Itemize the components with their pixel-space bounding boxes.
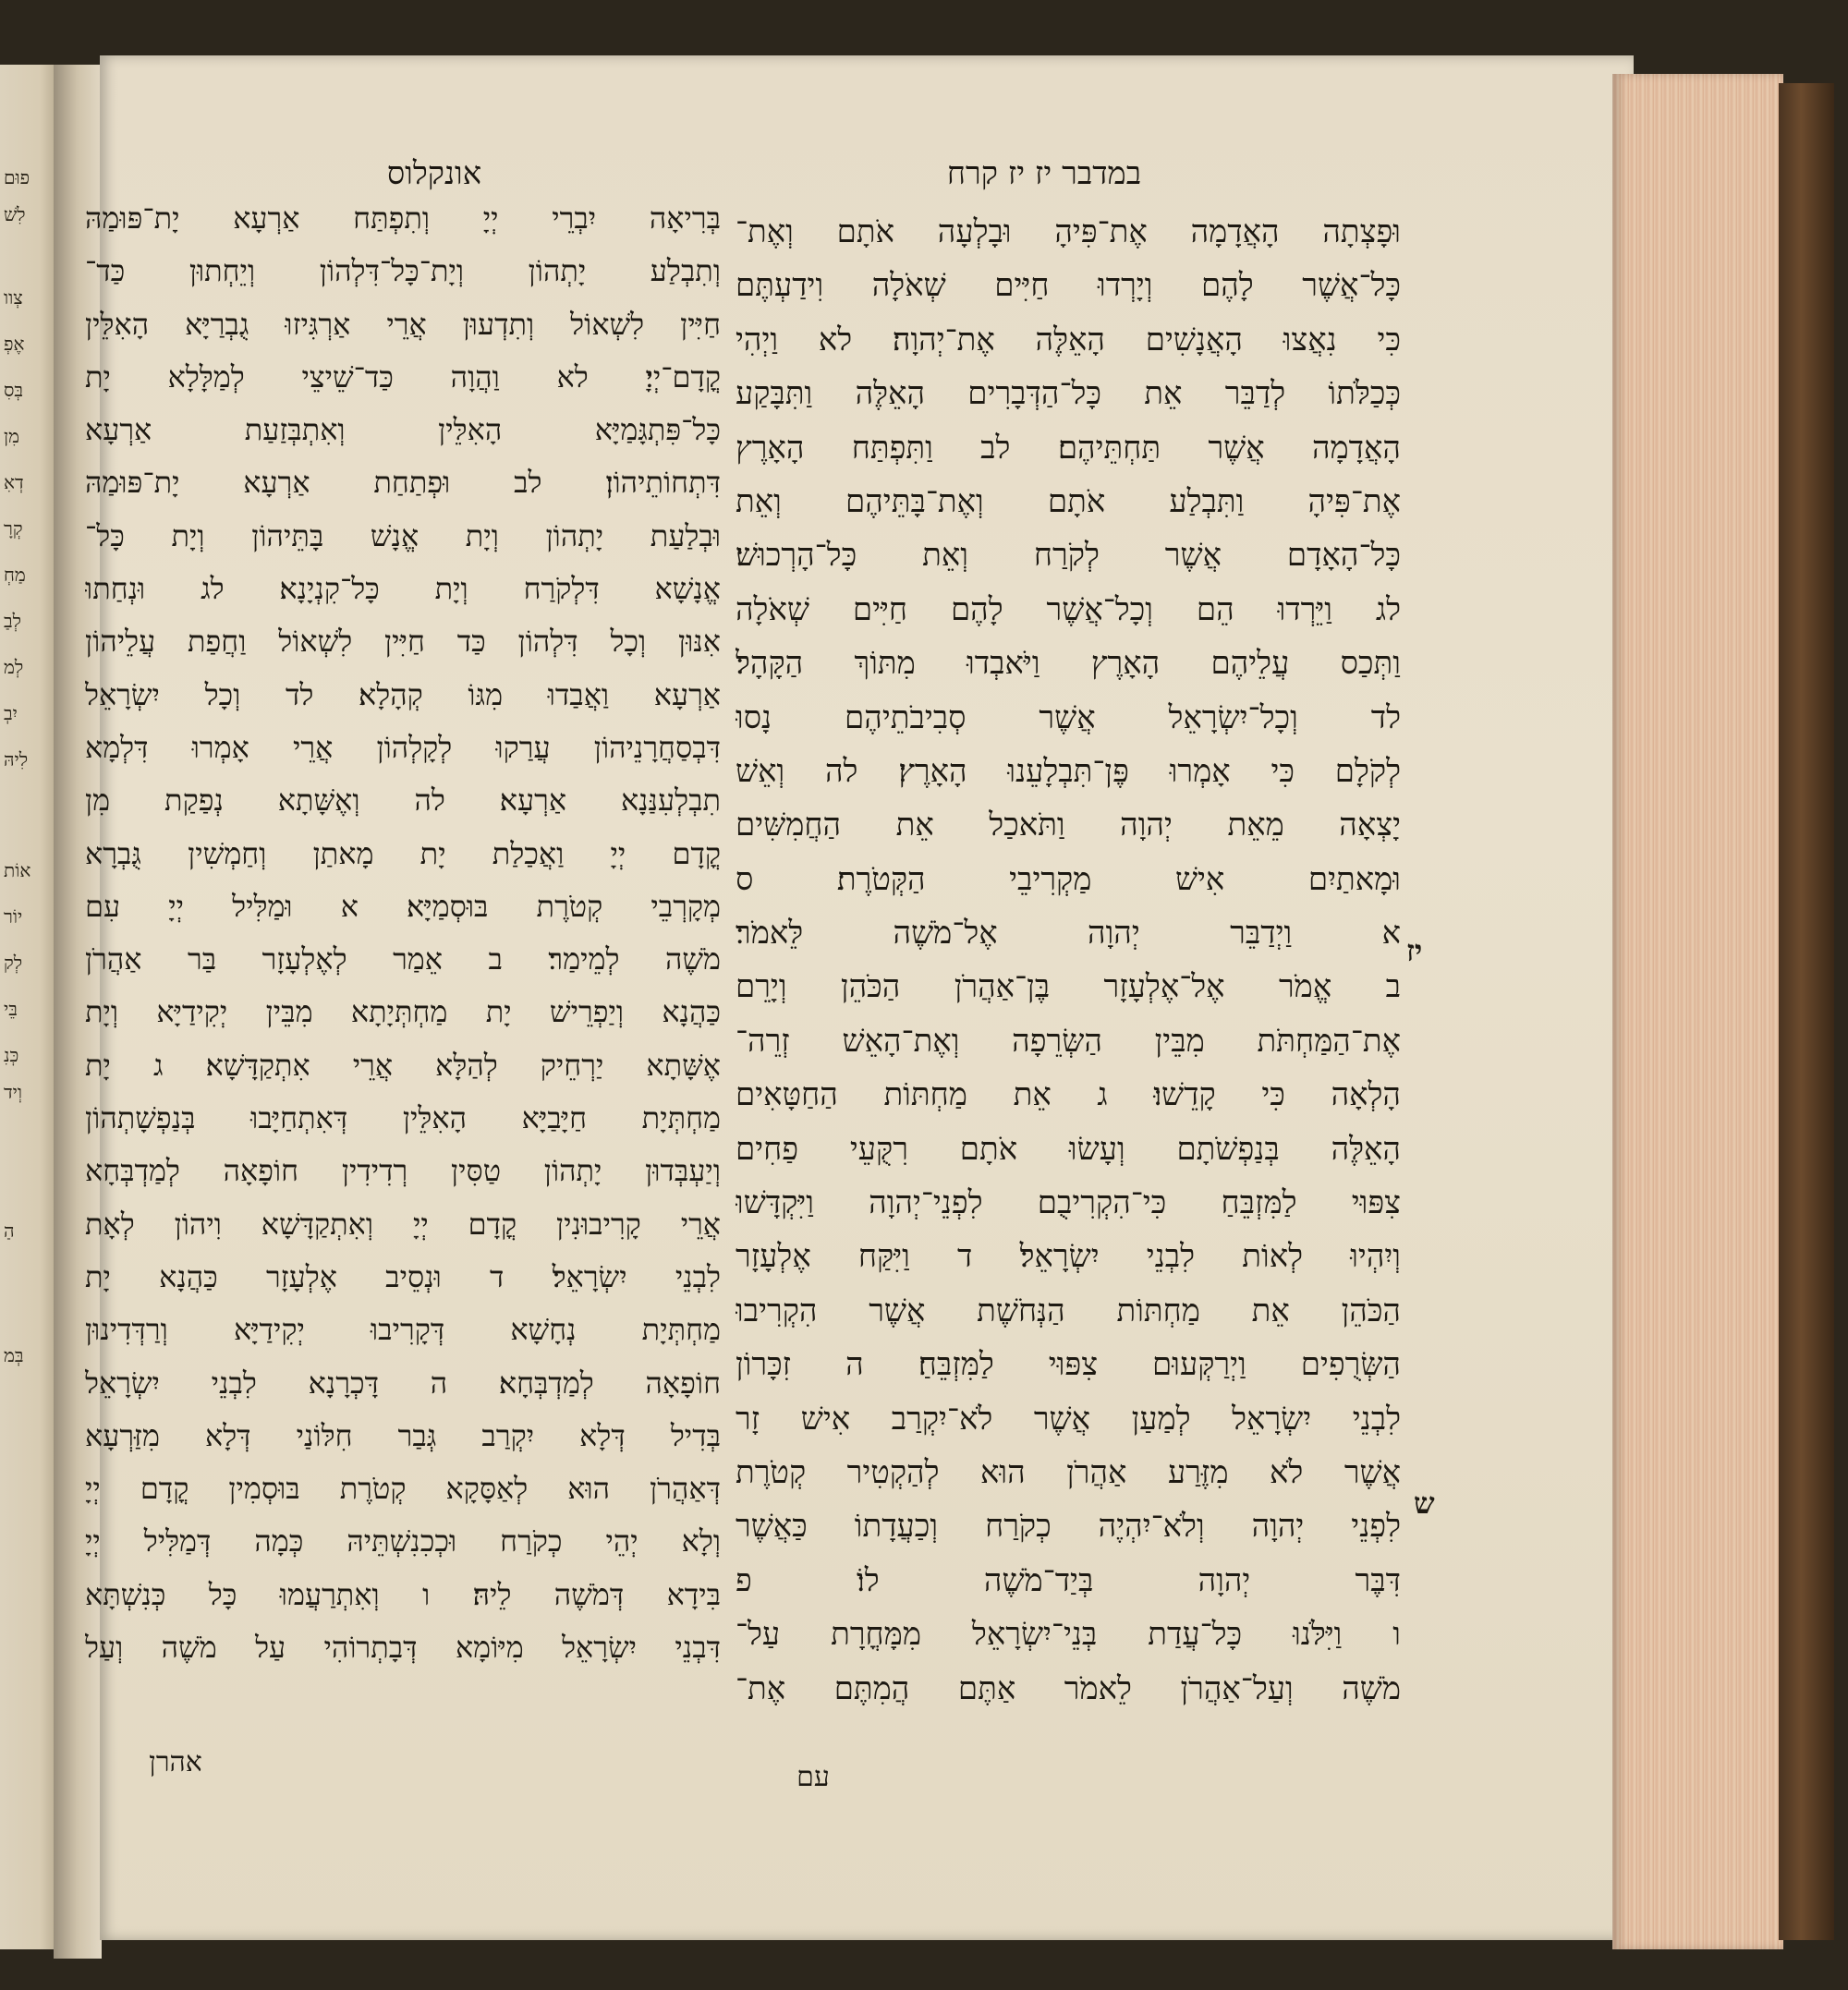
- text-line: ב אֱמֹר אֶל־אֶלְעָזָר בֶּן־אַהֲרֹן הַכֹּהֵן וְיָרֵם: [736, 968, 1401, 1006]
- book-cover-edge: [1779, 83, 1834, 1940]
- text-line: לִבְנֵי יִשְׂרָאֵל לְמַעַן אֲשֶׁר לֹא־יִקְרַב אִישׁ זָר: [736, 1400, 1401, 1438]
- facing-page-fragment: קְרָ: [4, 517, 23, 540]
- text-line: מַחְתְּיָת חַיָּבַיָּא הָאִלֵּין דְּאִתְחַיָּבוּ בְּנַפְשָׁתְהוֹן: [85, 1100, 721, 1136]
- facing-page-fragment: לִיהּ: [4, 748, 29, 771]
- text-line: כָּל־אֲשֶׁר לָהֶם וְיָרְדוּ חַיִּים שְׁאֹלָה וִידַעְתֶּם: [736, 267, 1401, 305]
- text-line: וּפָצְתָה הָאֲדָמָה אֶת־פִּיהָ וּבָלְעָה אֹתָם וְאֶת־: [736, 213, 1401, 250]
- text-line: לִבְנֵי יִשְׂרָאֵל׃ ד וּנְסֵיב אֶלְעָזָר כַּהֲנָא יָת: [85, 1258, 721, 1294]
- facing-page-fragment: בְּסִ: [4, 379, 24, 401]
- text-line: דִּבְנֵי יִשְׂרָאֵל מִיּוֹמָא דְּבָתְרוֹהִי עַל מֹשֶׁה וְעַל: [85, 1630, 721, 1666]
- facing-page-fragment: הַ: [4, 1219, 15, 1242]
- text-line: אֱנָשָׁא דִּלְקֹרַח וְיָת כָּל־קִנְיָנָא׃ לג וּנְחַתוּ: [85, 571, 721, 607]
- text-line: אֲשֶׁר לֹא מִזֶּרַע אַהֲרֹן הוּא לְהַקְטִיר קְטֹרֶת: [736, 1453, 1401, 1491]
- text-line: דִּבֶּר יְהוָה בְּיַד־מֹשֶׁה לוֹ׃ פ: [736, 1561, 1401, 1599]
- text-line: לד וְכָל־יִשְׂרָאֵל אֲשֶׁר סְבִיבֹתֵיהֶם נָסוּ: [736, 698, 1401, 736]
- facing-page-fragment: לִשׁ: [4, 203, 26, 225]
- text-line: הַשְּׂרֻפִים וַיְרַקְּעוּם צִפּוּי לַמִּזְבֵּחַ׃ ה זִכָּרוֹן: [736, 1346, 1401, 1384]
- text-line: דִּבְסַחֲרָנֵיהוֹן עֲרַקוּ לְקָלְהוֹן אֲרֵי אָמְרוּ דִּלְמָא: [85, 729, 721, 765]
- text-line: וְיַעְבְּדוּן יָתְהוֹן טַסִּין רְדִידִין חוֹפָאָה לְמַדְבְּחָא: [85, 1153, 721, 1189]
- facing-page-fragment: לְבַ: [4, 610, 21, 632]
- text-line: הָאֲדָמָה אֲשֶׁר תַּחְתֵּיהֶם׃ לב וַתִּפְתַּח הָאָרֶץ: [736, 429, 1401, 467]
- text-line: וּבְלַעַת יָתְהוֹן וְיָת אֱנָשׁ בָּתֵּיהוֹן וְיָת כָּל־: [85, 517, 721, 553]
- text-line: מְקָרְבֵי קְטֹרֶת בּוּסְמַיָּא׃ א וּמַלִּיל יְיָ עִם: [85, 888, 721, 924]
- text-line: לִפְנֵי יְהוָה וְלֹא־יִהְיֶה כְקֹרַח וְכַעֲדָתוֹ כַּאֲשֶׁר: [736, 1508, 1401, 1546]
- facing-page-fragment: בְּמ: [4, 1344, 24, 1366]
- text-line: אֶת־הַמַּחְתֹּת מִבֵּין הַשְּׂרֵפָה וְאֶת־הָאֵשׁ זְרֵה־: [736, 1022, 1401, 1060]
- text-line: תִבְלְעִנַּנָא אַרְעָא׃ לה וְאֶשָּׁתָא נְפַקַת מִן: [85, 783, 721, 819]
- running-header-hebrew: במדבר יז יז קרח: [946, 155, 1142, 192]
- text-line: לְקֹלָם כִּי אָמְרוּ פֶּן־תִּבְלָעֵנוּ הָאָרֶץ׃ לה וְאֵשׁ: [736, 752, 1401, 790]
- page-fore-edge: [1612, 74, 1783, 1949]
- text-line: אֶשָּׁתָא יַרְחֵיק לְהַלָּא אֲרֵי אִתְקַדָּשָׁא׃ ג יָת: [85, 1047, 721, 1083]
- text-line: קֳדָם יְיָ וַאֲכַלַת יָת מָאתַן וְחַמְשִׁין גֻּבְרָא: [85, 835, 721, 871]
- text-line: כָּל־הָאָדָם אֲשֶׁר לְקֹרַח וְאֵת כָּל־הָרְכוּשׁ׃: [736, 537, 1401, 575]
- facing-page-fragment: מַחְ: [4, 564, 26, 586]
- text-line: דִּתְחוֹתֵיהוֹן׃ לב וּפְתַחַת אַרְעָא יָת־פּוּמַהּ: [85, 465, 721, 501]
- text-line: קֳדָם־יְיָ׃ לא וַהֲוָה כַּד־שֵׁיצֵי לְמַלָּלָא יָת: [85, 358, 721, 394]
- text-line: וְלָא יְהֵי כְקֹרַח וּכְכִנִשְׁתֵּיהּ כְּמָה דְּמַלִּיל יְיָ: [85, 1523, 721, 1559]
- running-header-onkelos: אונקלוס: [386, 155, 482, 192]
- text-line: חַיִּין לִשְׁאוֹל וְתִדְעוּן אֲרֵי אַרְגִּיזוּ גֻבְרַיָּא הָאִלֵּין: [85, 306, 721, 342]
- text-line: בִּידָא דְּמֹשֶׁה לֵיהּ׃ ו וְאִתְרַעֲמוּ כָּל כְּנִשְׁתָּא: [85, 1576, 721, 1612]
- text-line: וַתְּכַס עֲלֵיהֶם הָאָרֶץ וַיֹּאבְדוּ מִתּוֹךְ הַקָּהָל׃: [736, 645, 1401, 683]
- facing-page-fragment: אֶפְ: [4, 333, 25, 355]
- text-line: אֲרֵי קָרִיבוּנִין קֳדָם יְיָ וְאִתְקַדָּשָׁא וִיהוֹן לְאָת: [85, 1206, 721, 1242]
- text-line: הָלְאָה כִּי קָדֵשׁוּ׃ ג אֵת מַחְתּוֹת הַחַטָּאִים: [736, 1076, 1401, 1114]
- text-line: צִפּוּי לַמִּזְבֵּחַ כִּי־הִקְרִיבֻם לִפְנֵי־יְהוָה וַיִּקְדָּשׁוּ: [736, 1184, 1401, 1222]
- text-line: יָצְאָה מֵאֵת יְהוָה וַתֹּאכַל אֵת הַחֲמִשִּׁים: [736, 807, 1401, 844]
- signature-mark: עם: [796, 1761, 830, 1793]
- catchword: אהרן: [149, 1746, 202, 1778]
- text-line: וְיִהְיוּ לְאוֹת לִבְנֵי יִשְׂרָאֵל׃ ד וַיִּקַּח אֶלְעָזָר: [736, 1238, 1401, 1276]
- facing-page-fragment: דְאִ: [4, 471, 24, 493]
- text-line: חוֹפָאָה לְמַדְבְּחָא׃ ה דָּכְרָנָא לִבְנֵי יִשְׂרָאֵל: [85, 1365, 721, 1401]
- text-line: לג וַיֵּרְדוּ הֵם וְכָל־אֲשֶׁר לָהֶם חַיִּים שְׁאֹלָה: [736, 590, 1401, 628]
- text-line: הַכֹּהֵן אֵת מַחְתּוֹת הַנְּחֹשֶׁת אֲשֶׁר הִקְרִיבוּ: [736, 1292, 1401, 1329]
- text-line: בְּדִיל דְּלָא יִקְרַב גְּבַר חִלּוֹנַי דְּלָא מִזַּרְעָא: [85, 1417, 721, 1453]
- text-line: אִנּוּן וְכָל דִּלְהוֹן כַּד חַיִּין לִשְׁאוֹל וַחֲפַת עֲלֵיהוֹן: [85, 624, 721, 660]
- facing-page-fragment: כְּנִ: [4, 1044, 19, 1066]
- text-line: כִּי נִאֲצוּ הָאֲנָשִׁים הָאֵלֶּה אֶת־יְהוָה׃ לא וַיְהִי: [736, 321, 1401, 358]
- hebrew-text-column: [736, 205, 1401, 1716]
- text-line: כַּהֲנָא וְיַפְרֵישׁ יָת מַחְתְּיָתָא מִבֵּין יְקִידַיָּא וְיָת: [85, 994, 721, 1030]
- facing-page-fragment: בֵּי: [4, 998, 18, 1020]
- facing-page-fragment: צְוו: [4, 286, 23, 309]
- facing-page-fragment: לְק: [4, 952, 23, 974]
- text-line: מֹשֶׁה לְמֵימַר׃ ב אֵמַר לְאֶלְעָזָר בַּר אַהֲרֹן: [85, 941, 721, 977]
- facing-page-fragment: יִבְ: [4, 702, 18, 724]
- aramaic-targum-column: [85, 192, 721, 1674]
- facing-page-fragment: פוּם: [4, 166, 30, 188]
- text-line: וְתִבְלַע יָתְהוֹן וְיָת־כָּל־דִּלְהוֹן וְיֵחְתוּן כַּד־: [85, 253, 721, 289]
- text-line: כְּכַלֹּתוֹ לְדַבֵּר אֵת כָּל־הַדְּבָרִים הָאֵלֶּה וַתִּבָּקַע: [736, 375, 1401, 413]
- text-line: בְּרִיאָה יִבְרֵי יְיָ וְתִפְתַּח אַרְעָא יָת־פּוּמַהּ: [85, 200, 721, 236]
- text-line: מֹשֶׁה וְעַל־אַהֲרֹן לֵאמֹר אַתֶּם הֲמִתֶּם אֶת־: [736, 1669, 1401, 1707]
- text-line: ו וַיִּלֹּנוּ כָּל־עֲדַת בְּנֵי־יִשְׂרָאֵל מִמָּחֳרָת עַל־: [736, 1616, 1401, 1654]
- chapter-marker: יז: [1406, 933, 1423, 968]
- text-line: כָּל־פִּתְגָּמַיָּא הָאִלֵּין וְאִתְבְּזַעַת אַרְעָא: [85, 412, 721, 448]
- text-line: וּמָאתַיִם אִישׁ מַקְרִיבֵי הַקְּטֹרֶת׃ ס: [736, 860, 1401, 898]
- text-line: מַחְתְּיָת נְחָשָׁא דְּקָרִיבוּ יְקִידַיָּא וְרַדְּדִינוּן: [85, 1312, 721, 1348]
- text-line: א וַיְדַבֵּר יְהוָה אֶל־מֹשֶׁה לֵּאמֹר׃: [736, 915, 1401, 953]
- facing-page-fragment: לְמ: [4, 656, 24, 678]
- facing-page-fragment: אוֹת: [4, 859, 31, 881]
- text-line: דְּאַהֲרֹן הוּא לְאַסָּקָא קְטֹרֶת בּוּסְמִין קֳדָם יְיָ: [85, 1471, 721, 1507]
- facing-page-fragment: יוֹר: [4, 905, 23, 928]
- facing-page-fragment: וְיד: [4, 1081, 22, 1103]
- text-line: אַרְעָא וַאֲבַדוּ מִגּוֹ קְהָלָא׃ לד וְכָל יִשְׂרָאֵל: [85, 676, 721, 712]
- sheet-marker: ש: [1414, 1486, 1435, 1521]
- facing-page-fragment: מִן: [4, 425, 19, 447]
- text-line: הָאֵלֶּה בְּנַפְשֹׁתָם וְעָשׂוּ אֹתָם רִקֻּעֵי פַחִים: [736, 1130, 1401, 1168]
- facing-page-edge: [0, 65, 57, 1949]
- text-line: אֶת־פִּיהָ וַתִּבְלַע אֹתָם וְאֶת־בָּתֵּיהֶם וְאֵת: [736, 482, 1401, 520]
